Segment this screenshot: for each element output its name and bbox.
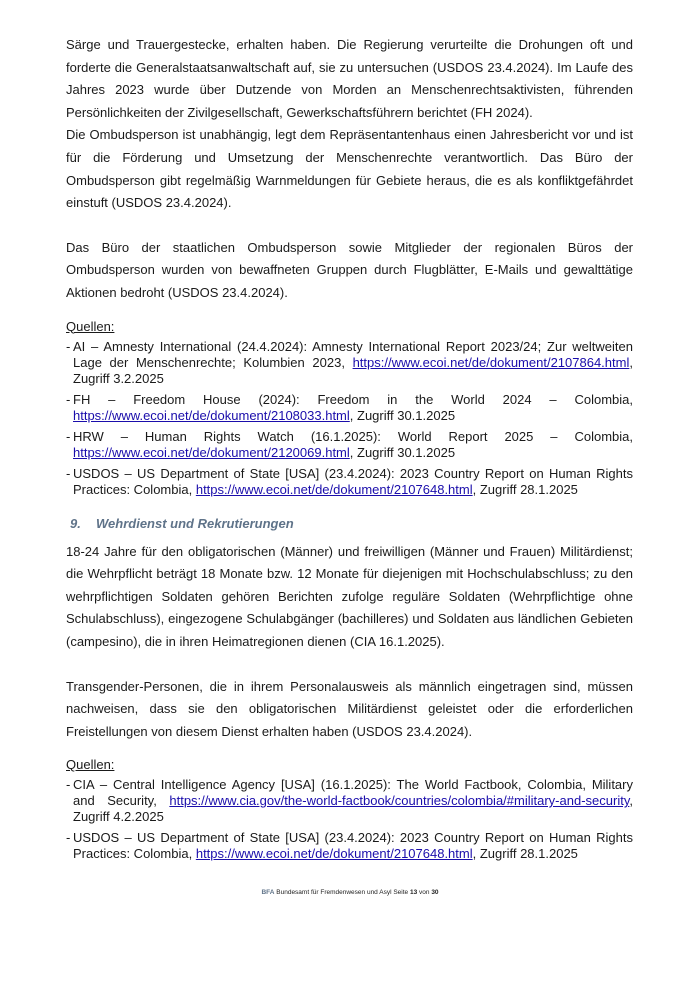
sources-heading: Quellen: <box>66 757 115 773</box>
page-number: 13 <box>409 889 418 896</box>
source-link[interactable]: https://www.cia.gov/the-world-factbook/countries/colombia/#military-and-security <box>169 793 630 809</box>
section-title: Wehrdienst und Rekrutierungen <box>96 515 294 531</box>
source-item: - HRW – Human Rights Watch (16.1.2025): World Report 2025 – Colombia, https://www.ecoi.net/de/dokument/2120069.html, Zugriff 30.1.2025 <box>66 428 633 460</box>
footer-of: von <box>419 889 430 896</box>
sources-list <box>66 777 633 862</box>
source-link[interactable]: https://www.ecoi.net/de/dokument/2107648.html <box>195 481 473 497</box>
source-link[interactable]: https://www.ecoi.net/de/dokument/2108033.html <box>73 407 350 423</box>
page-footer <box>0 889 700 896</box>
source-link[interactable]: https://www.ecoi.net/de/dokument/2107648.html <box>195 846 473 862</box>
section-heading <box>66 515 633 533</box>
document-page <box>66 34 633 867</box>
sources-list <box>66 339 633 498</box>
paragraph: Transgender-Personen, die in ihrem Personalausweis als männlich eingetragen sind, müssen nachweisen, dass sie den obligatorischen Militärdienst geleistet oder die erforderlichen Freistellungen von diesem Dienst erhalten haben (USDOS 23.4.2024). <box>66 678 633 739</box>
section-number: 9. <box>70 515 81 531</box>
source-item: - USDOS – US Department of State [USA] (23.4.2024): 2023 Country Report on Human Rights Practices: Colombia, https://www.ecoi.net/de/dokument/2107648.html, Zugriff 28.1.2025 <box>66 830 633 862</box>
source-item: - CIA – Central Intelligence Agency [USA] (16.1.2025): The World Factbook, Colombia, Military and Security, https://www.cia.gov/the-world-factbook/countries/colombia/#military-and-security, Zugriff 4.2.2025 <box>66 777 633 825</box>
paragraph: Das Büro der staatlichen Ombudsperson sowie Mitglieder der regionalen Büros der Ombudsperson wurden von bewaffneten Gruppen durch Flugblätter, E-Mails und gewalttätige Aktionen bedroht (USDOS 23.4.2024). <box>66 239 633 300</box>
source-item: - FH – Freedom House (2024): Freedom in the World 2024 – Colombia, https://www.ecoi.net/de/dokument/2108033.html, Zugriff 30.1.2025 <box>66 391 633 423</box>
source-item: - USDOS – US Department of State [USA] (23.4.2024): 2023 Country Report on Human Rights Practices: Colombia, https://www.ecoi.net/de/dokument/2107648.html, Zugriff 28.1.2025 <box>66 465 633 497</box>
brand-logo-text: BFA <box>261 889 275 896</box>
sources-heading: Quellen: <box>66 318 115 334</box>
paragraph: Die Ombudsperson ist unabhängig, legt dem Repräsentantenhaus einen Jahresbericht vor und ist für die Förderung und Umsetzung der Menschenrechte verantwortlich. Das Büro der Ombudsperson gibt regelmäßig Warnmeldungen für Gebiete heraus, die es als konfliktgefährdet einstuft (USDOS 23.4.2024). <box>66 127 633 211</box>
paragraph: 18-24 Jahre für den obligatorischen (Männer) und freiwilligen (Männer und Frauen) Militärdienst; die Wehrpflicht beträgt 18 Monate bzw. 12 Monate für diejenigen mit Hochschulabschluss; zu den wehrpflichtigen Soldaten gehören Berichten zufolge reguläre Soldaten (Wehrpflichtige ohne Schulabschluss), eingezogene Schulabgänger (bachilleres) und Soldaten aus ländlichen Gebieten (campesino), die in ihren Heimatregionen dienen (CIA 16.1.2025). <box>66 543 633 649</box>
footer-text: Bundesamt für Fremdenwesen und Asyl Seite <box>276 889 409 896</box>
source-item: - AI – Amnesty International (24.4.2024): Amnesty International Report 2023/24; Zur weltweiten Lage der Menschenrechte; Kolumbien 2023, https://www.ecoi.net/de/dokument/2107864.html, Zugriff 3.2.2025 <box>66 338 633 386</box>
paragraph: Särge und Trauergestecke, erhalten haben. Die Regierung verurteilte die Drohungen oft und forderte die Generalstaatsanwaltschaft auf, sie zu untersuchen (USDOS 23.4.2024). Im Laufe des Jahres 2023 wurde über Dutzende von Morden an Menschenrechtsaktivisten, führenden Persönlichkeiten der Zivilgesellschaft, Gewerkschaftsführern berichtet (FH 2024). <box>66 37 633 120</box>
source-link[interactable]: https://www.ecoi.net/de/dokument/2120069.html <box>73 444 350 460</box>
source-link[interactable]: https://www.ecoi.net/de/dokument/2107864.html <box>352 354 630 370</box>
page-total: 30 <box>431 889 439 896</box>
